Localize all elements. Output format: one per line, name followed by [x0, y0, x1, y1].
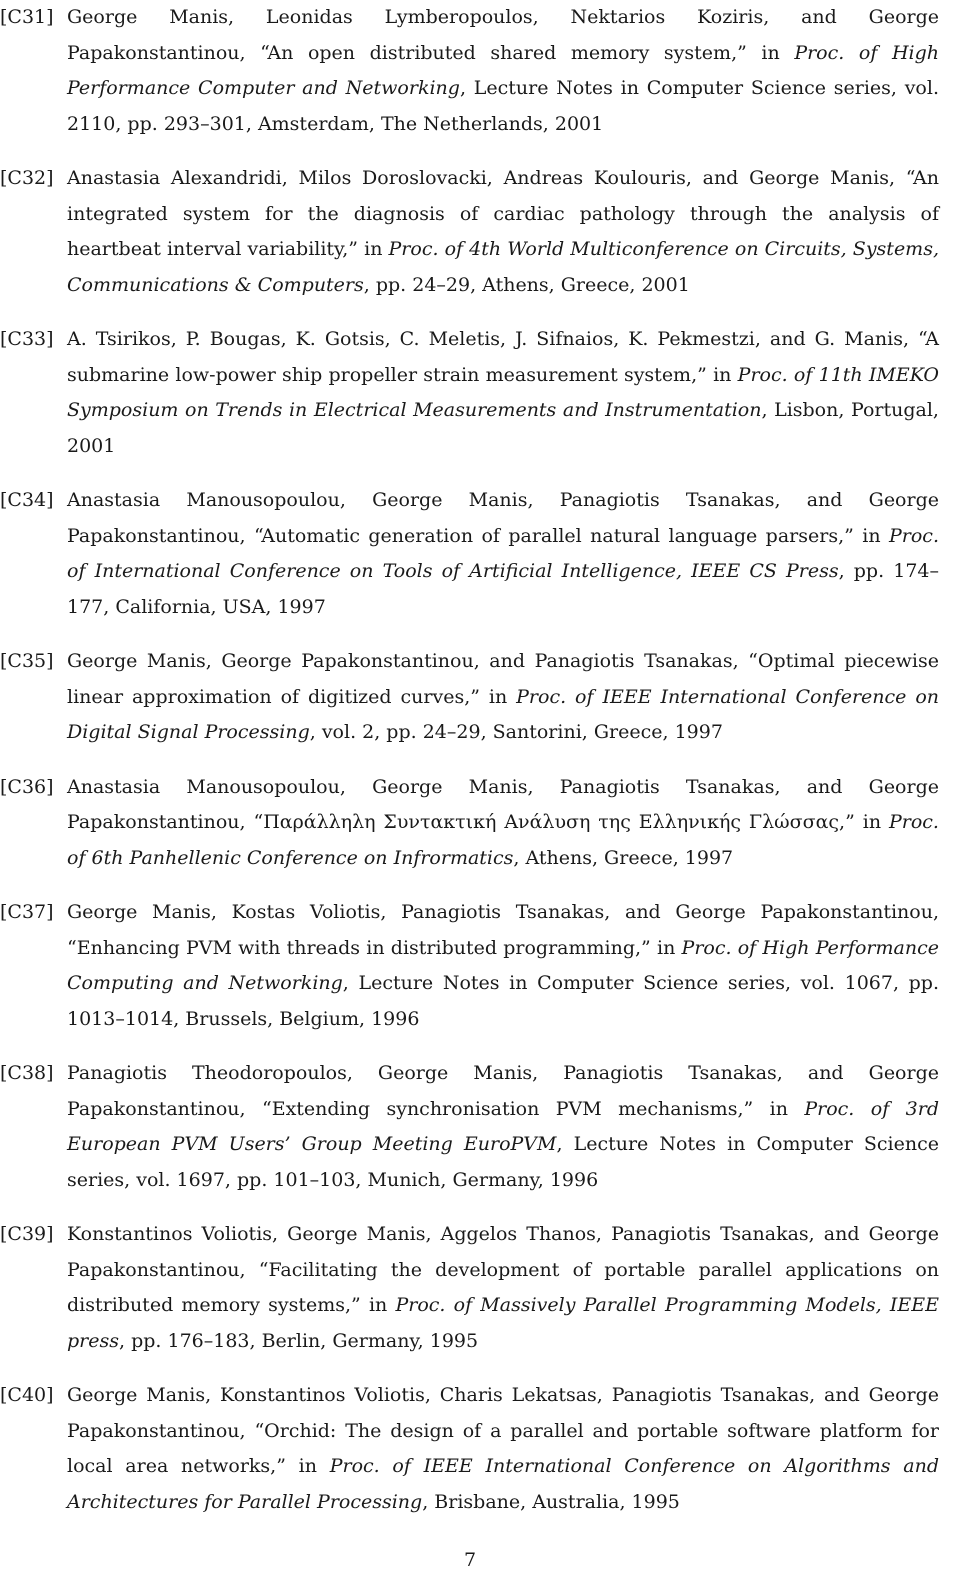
reference-venue: Proc. of 4th World Multiconference on Circuits, Systems, Communications & Computers [67, 238, 939, 296]
reference-authors: George Manis, George Papakonstantinou, and Panagiotis Tsanakas, [67, 650, 749, 672]
reference-details: , pp. 176–183, Berlin, Germany, 1995 [119, 1329, 479, 1352]
reference-text [67, 161, 939, 303]
reference-authors: Anastasia Manousopoulou, George Manis, Panagiotis Tsanakas, and George Papakonstantinou, [67, 775, 939, 833]
reference-text [67, 322, 939, 464]
reference-in: in [853, 524, 889, 547]
reference-key: [C36] [0, 775, 54, 798]
reference-authors: George Manis, Konstantinos Voliotis, Charis Lekatsas, Panagiotis Tsanakas, and George Papakonstantinou, [67, 1384, 939, 1442]
reference-details: , vol. 2, pp. 24–29, Santorini, Greece, 1997 [309, 721, 723, 743]
reference-venue: Proc. of International Conference on Tools of Artificial Intelligence, IEEE CS Press [67, 524, 939, 582]
reference-details: , Lisbon, Portugal, 2001 [67, 399, 939, 457]
reference-details: , Brisbane, Australia, 1995 [422, 1490, 680, 1513]
reference-text [67, 770, 939, 877]
reference-authors: A. Tsirikos, P. Bougas, K. Gotsis, C. Meletis, J. Sifnaios, K. Pekmestzi, and G. Manis, [67, 328, 918, 350]
reference-item-c32 [0, 161, 960, 303]
reference-item-c35 [0, 644, 960, 751]
reference-authors: Panagiotis Theodoropoulos, George Manis, Panagiotis Tsanakas, and George Papakonstantinou, [67, 1062, 939, 1120]
page-number: 7 [463, 1549, 477, 1571]
reference-title: “Παράλληλη Συντακτική Ανάλυση της Ελληνικής Γλώσσας,” [253, 811, 855, 833]
reference-authors: Anastasia Manousopoulou, George Manis, Panagiotis Tsanakas, and George Papakonstantinou, [67, 489, 939, 547]
reference-text [67, 644, 939, 751]
reference-authors: Anastasia Alexandridi, Milos Doroslovacki, Andreas Koulouris, and George Manis, [67, 167, 906, 189]
reference-in: in [650, 936, 682, 959]
reference-key: [C33] [0, 328, 54, 350]
reference-details: , Lecture Notes in Computer Science series, vol. 1067, pp. 1013–1014, Brussels, Belgium, 1996 [67, 972, 939, 1030]
reference-text [67, 895, 939, 1037]
reference-venue: Proc. of 3rd European PVM Users’ Group Meeting EuroPVM [67, 1097, 939, 1155]
reference-text [67, 1217, 939, 1359]
reference-key: [C31] [0, 6, 54, 28]
reference-in: in [753, 1097, 805, 1120]
reference-title: “Automatic generation of parallel natural language parsers,” [253, 524, 854, 547]
reference-in: in [706, 363, 738, 386]
reference-in: in [358, 238, 389, 260]
reference-details: , Lecture Notes in Computer Science series, vol. 1697, pp. 101–103, Munich, Germany, 1996 [67, 1133, 939, 1191]
reference-in: in [360, 1294, 396, 1316]
reference-authors: George Manis, Kostas Voliotis, Panagiotis Tsanakas, and George Papakonstantinou, [67, 901, 939, 923]
reference-venue: Proc. of IEEE International Conference on Digital Signal Processing [67, 685, 940, 743]
reference-key: [C34] [0, 489, 54, 511]
reference-title: “Extending synchronisation PVM mechanisms,” [261, 1097, 754, 1120]
reference-title: “An integrated system for the diagnosis of cardiac pathology through the analysis of heartbeat interval variability,” [67, 167, 939, 260]
reference-title: “An open distributed shared memory system,” [260, 41, 747, 64]
reference-venue: Proc. of IEEE International Conference on Algorithms and Architectures for Parallel Processing [67, 1455, 939, 1513]
reference-in: in [746, 41, 795, 64]
reference-venue: Proc. of Massively Parallel Programming Models, IEEE press [67, 1294, 939, 1352]
reference-authors: Konstantinos Voliotis, George Manis, Aggelos Thanos, Panagiotis Tsanakas, and George Papakonstantinou, [67, 1223, 939, 1281]
reference-in: in [285, 1455, 330, 1477]
reference-key: [C37] [0, 901, 54, 923]
reference-details: , pp. 174–177, California, USA, 1997 [67, 560, 939, 618]
reference-details: , Athens, Greece, 1997 [513, 846, 734, 869]
reference-text [67, 1056, 939, 1198]
reference-in: in [479, 685, 517, 708]
reference-details: , Lecture Notes in Computer Science series, vol. 2110, pp. 293–301, Amsterdam, The Netherlands, 2001 [67, 77, 939, 135]
reference-item-c36 [0, 770, 960, 877]
reference-title: “Orchid: The design of a parallel and portable software platform for local area networks,” [67, 1419, 939, 1477]
reference-item-c31 [0, 0, 960, 142]
reference-item-c38 [0, 1056, 960, 1198]
reference-text [67, 483, 939, 625]
reference-key: [C39] [0, 1223, 54, 1245]
reference-venue: Proc. of High Performance Computer and Networking [67, 41, 939, 99]
reference-venue: Proc. of 11th IMEKO Symposium on Trends in Electrical Measurements and Instrumentation [67, 363, 939, 421]
reference-item-c39 [0, 1217, 960, 1359]
reference-item-c40 [0, 1378, 960, 1520]
reference-key: [C32] [0, 167, 54, 189]
reference-title: “Enhancing PVM with threads in distributed programming,” [67, 936, 651, 959]
reference-item-c33 [0, 322, 960, 464]
reference-text [67, 1378, 939, 1520]
reference-title: “Optimal piecewise linear approximation of digitized curves,” [67, 650, 939, 708]
reference-details: , pp. 24–29, Athens, Greece, 2001 [363, 273, 690, 296]
reference-title: “A submarine low-power ship propeller strain measurement system,” [67, 328, 939, 386]
reference-text [67, 0, 939, 142]
reference-key: [C40] [0, 1384, 54, 1406]
reference-key: [C35] [0, 650, 54, 672]
reference-title: “Facilitating the development of portable parallel applications on distributed memory systems,” [67, 1258, 939, 1316]
reference-key: [C38] [0, 1062, 54, 1084]
reference-venue: Proc. of High Performance Computing and Networking [67, 936, 939, 994]
reference-venue: Proc. of 6th Panhellenic Conference on Infrormatics [67, 811, 939, 869]
reference-item-c37 [0, 895, 960, 1037]
reference-authors: George Manis, Leonidas Lymberopoulos, Nektarios Koziris, and George Papakonstantinou, [67, 6, 939, 64]
reference-in: in [854, 811, 889, 833]
reference-item-c34 [0, 483, 960, 625]
